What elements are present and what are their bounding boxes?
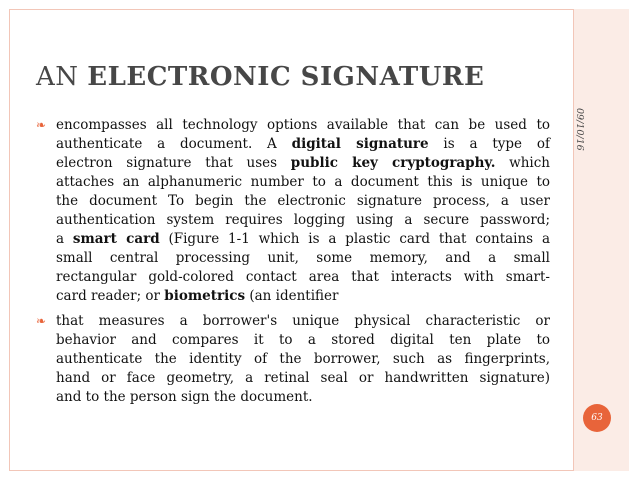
bold-term: smart card [72,231,160,247]
text-line [56,154,550,173]
text-run: authenticate a document. A [56,136,292,152]
text-run: card reader; or [56,288,165,304]
text-line [56,249,550,268]
title-bold: ELECTRONIC SIGNATURE [87,62,485,92]
slide-body [36,116,550,407]
text-run: behavior and compares it to a stored digital ten plate to [56,332,550,348]
page-number-badge: 63 [583,404,611,432]
text-line [56,312,550,331]
text-line [56,369,550,388]
text-run: authenticate the identity of the borrower, such as fingerprints, [56,351,550,367]
text-run: encompasses all technology options available that can be used to [56,117,550,133]
slide-date: 09/10/16 [574,108,585,151]
text-run: (an identifier [245,288,339,304]
text-run: authentication system requires logging using a secure password; [56,212,550,228]
bullet-icon: ❧ [36,118,47,132]
text-line [56,350,550,369]
bold-term: digital signature [291,136,429,152]
title-plain: AN [36,62,88,92]
bullet-icon: ❧ [36,314,47,328]
bold-term: biometrics [164,288,246,304]
text-run: electron signature that uses [56,155,291,171]
text-run: which [495,155,550,171]
text-run: (Figure 1-1 which is a plastic card that contains a [159,231,550,247]
slide-title [36,62,484,92]
text-run: rectangular gold-colored contact area that interacts with smart- [56,269,550,285]
bullet-paragraph [36,116,550,306]
text-line [56,388,550,407]
text-line [56,230,550,249]
text-line [56,135,550,154]
text-line [56,287,550,306]
bullet-paragraph [36,312,550,407]
text-line [56,192,550,211]
text-run: attaches an alphanumeric number to a document this is unique to [56,174,550,190]
text-run: that measures a borrower's unique physical characteristic or [56,313,550,329]
bold-term: public key cryptography. [290,155,496,171]
text-line [56,116,550,135]
text-line [56,173,550,192]
side-band [573,9,629,471]
text-line [56,211,550,230]
text-run: the document To begin the electronic signature process, a user [56,193,550,209]
text-run: small central processing unit, some memory, and a small [56,250,550,266]
text-run: and to the person sign the document. [56,389,313,405]
text-line [56,331,550,350]
text-line [56,268,550,287]
text-run: a [56,231,73,247]
text-run: hand or face geometry, a retinal seal or handwritten signature) [56,370,550,386]
text-run: is a type of [428,136,550,152]
